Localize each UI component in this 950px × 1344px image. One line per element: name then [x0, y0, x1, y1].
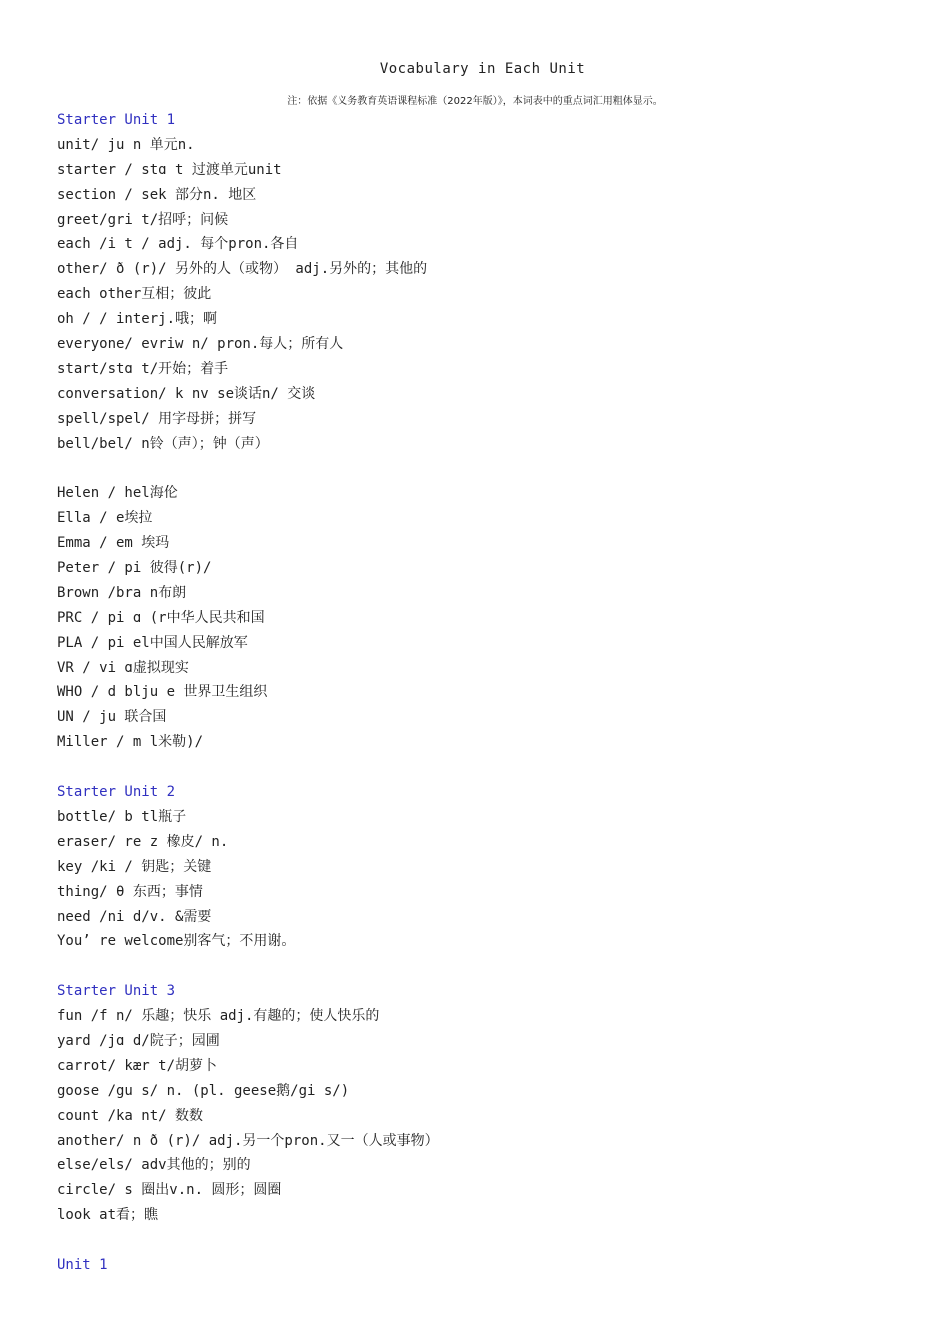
vocab-entry: bottle/ b tl瓶子 — [57, 808, 187, 825]
vocab-entry: else/els/ adv其他的；别的 — [57, 1157, 251, 1174]
proper-name-entry: Emma / em 埃玛 — [57, 535, 170, 552]
vocab-entry: key /ki / 钥匙；关键 — [57, 858, 212, 875]
vocab-entry: goose /gu s/ n. (pl. geese鹅/gi s/) — [57, 1082, 350, 1099]
vocab-entry: bell/bel/ n铃（声）；钟（声） — [57, 435, 269, 452]
proper-name-entry: VR / vi ɑ虚拟现实 — [57, 659, 189, 676]
vocab-entry: You’ re welcome别客气；不用谢。 — [57, 933, 296, 950]
proper-name-entry: Brown /bra n布朗 — [57, 584, 187, 601]
proper-name-entry: PRC / pi ɑ (r中华人民共和国 — [57, 609, 265, 626]
vocab-entry: yard /jɑ d/院子；园圃 — [57, 1032, 220, 1049]
vocab-entry: each /i t / adj. 每个pron.各自 — [57, 236, 299, 253]
unit-heading: Starter Unit 3 — [57, 983, 176, 1000]
proper-name-entry: UN / ju 联合国 — [57, 709, 167, 726]
vocab-entry: thing/ θ 东西；事情 — [57, 883, 203, 900]
vocab-entry: oh / / interj.哦；啊 — [57, 311, 218, 328]
vocab-entry: each other互相；彼此 — [57, 286, 212, 303]
proper-name-entry: Miller / m l米勒)/ — [57, 734, 204, 751]
vocab-entry: need /ni d/v. &需要 — [57, 908, 212, 925]
vocab-entry: another/ n ð (r)/ adj.另一个pron.又一（人或事物） — [57, 1132, 439, 1149]
spacer — [57, 456, 917, 481]
proper-name-entry: Peter / pi 彼得(r)/ — [57, 560, 212, 577]
vocab-entry: other/ ð (r)/ 另外的人（或物） adj.另外的；其他的 — [57, 261, 428, 278]
vocab-entry: count /ka nt/ 数数 — [57, 1107, 204, 1124]
vocab-entry: spell/spel/ 用字母拼；拼写 — [57, 410, 257, 427]
unit-heading: Starter Unit 1 — [57, 112, 176, 128]
vocab-entry: fun /f n/ 乐趣；快乐 adj.有趣的；使人快乐的 — [57, 1008, 380, 1025]
vocab-entry: unit/ ju n 单元n. — [57, 136, 195, 153]
vocab-entry: section / sek 部分n. 地区 — [57, 186, 257, 203]
vocab-entry: greet/gri t/招呼；问候 — [57, 211, 229, 228]
curriculum-note: 注：依据《义务教育英语课程标准（2022年版）》，本词表中的重点词汇用粗体显示。 — [287, 96, 663, 107]
vocab-entry: starter / stɑ t 过渡单元unit — [57, 161, 282, 178]
proper-name-entry: Helen / hel海伦 — [57, 485, 178, 502]
spacer — [57, 954, 917, 979]
spacer — [57, 1228, 917, 1253]
vocab-entry: start/stɑ t/开始；着手 — [57, 360, 229, 377]
vocab-entry: circle/ s 圈出v.n. 圆形；圆圈 — [57, 1182, 282, 1199]
unit-heading: Starter Unit 2 — [57, 784, 176, 801]
proper-name-entry: Ella / e埃拉 — [57, 510, 153, 527]
proper-name-entry: WHO / d blju e 世界卫生组织 — [57, 684, 268, 701]
unit-heading: Unit 1 — [57, 1256, 108, 1273]
spacer — [57, 755, 917, 780]
page-title: Vocabulary in Each Unit — [379, 61, 586, 77]
vocab-entry: eraser/ re z 橡皮/ n. — [57, 833, 229, 850]
vocab-entry: look at看；瞧 — [57, 1207, 159, 1224]
vocabulary-list — [57, 108, 917, 1278]
vocab-entry: conversation/ k nv se谈话n/ 交谈 — [57, 385, 316, 402]
vocab-entry: carrot/ kær t/胡萝卜 — [57, 1057, 218, 1074]
proper-name-entry: PLA / pi el中国人民解放军 — [57, 634, 248, 651]
vocab-entry: everyone/ evriw n/ pron.每人；所有人 — [57, 336, 344, 353]
